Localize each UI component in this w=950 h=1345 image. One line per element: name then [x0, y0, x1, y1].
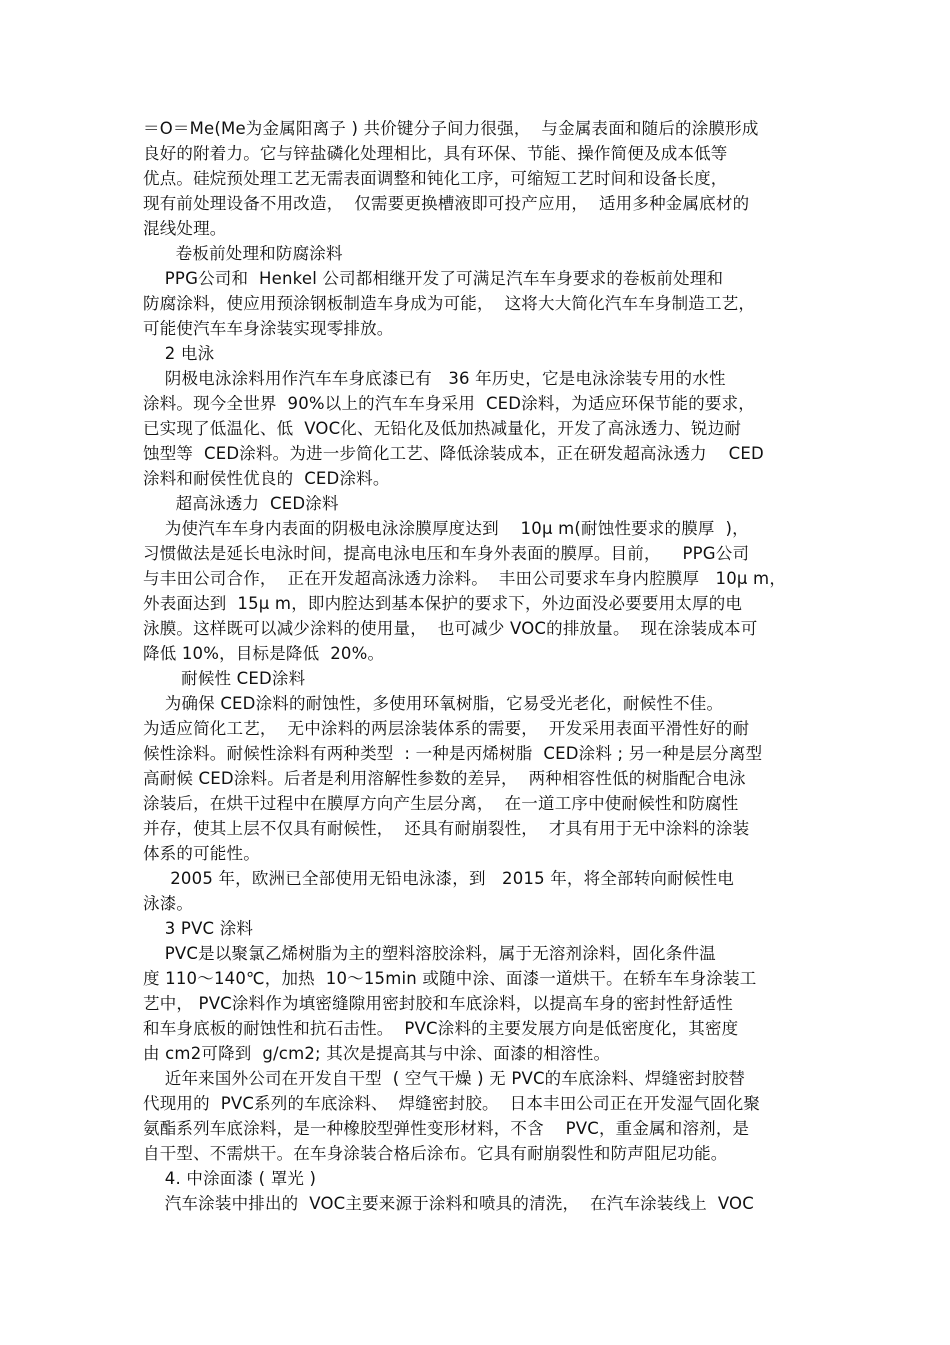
text-line: PVC是以聚氯乙烯树脂为主的塑料溶胶涂料，属于无溶剂涂料，固化条件温 [143, 944, 716, 963]
text-line: 和车身底板的耐蚀性和抗石击性。 PVC涂料的主要发展方向是低密度化，其密度 [143, 1019, 739, 1038]
text-line: 习惯做法是延长电泳时间，提高电泳电压和车身外表面的膜厚。目前， PPG公司 [143, 544, 750, 563]
text-line: 由 cm2可降到 g/cm2; 其次是提高其与中涂、面漆的相溶性。 [143, 1044, 611, 1063]
text-line: 为使汽车车身内表面的阴极电泳涂膜厚度达到 10μ m(耐蚀性要求的膜厚 )， [143, 519, 749, 538]
text-line: 并存，使其上层不仅具有耐候性， 还具有耐崩裂性， 才具有用于无中涂料的涂装 [143, 819, 750, 838]
text-line: PPG公司和 Henkel 公司都相继开发了可满足汽车车身要求的卷板前处理和 [143, 269, 724, 288]
text-line: 汽车涂装中排出的 VOC主要来源于涂料和喷具的清洗， 在汽车涂装线上 VOC [143, 1194, 754, 1213]
text-line: 现有前处理设备不用改造， 仅需要更换槽液即可投产应用， 适用多种金属底材的 [143, 194, 750, 213]
text-line: 优点。硅烷预处理工艺无需表面调整和钝化工序，可缩短工艺时间和设备长度， [143, 169, 728, 188]
section-heading: 4. 中涂面漆 ( 罩光 ) [143, 1169, 317, 1188]
text-line: 自干型、不需烘干。在车身涂装合格后涂布。它具有耐崩裂性和防声阻尼功能。 [143, 1144, 728, 1163]
text-line: 可能使汽车车身涂装实现零排放。 [143, 319, 394, 338]
text-line: 涂料。现今全世界 90%以上的汽车车身采用 CED涂料，为适应环保节能的要求， [143, 394, 756, 413]
section-heading: 超高泳透力 CED涂料 [143, 494, 339, 513]
text-line: 泳膜。这样既可以减少涂料的使用量， 也可减少 VOC的排放量。 现在涂装成本可 [143, 619, 758, 638]
text-line: 近年来国外公司在开发自干型 ( 空气干燥 ) 无 PVC的车底涂料、焊缝密封胶替 [143, 1069, 746, 1088]
text-line: 2005 年，欧洲已全部使用无铅电泳漆，到 2015 年，将全部转向耐候性电 [143, 869, 734, 888]
section-heading: 2 电泳 [143, 344, 215, 363]
text-line: 涂料和耐侯性优良的 CED涂料。 [143, 469, 390, 488]
text-line: 艺中， PVC涂料作为填密缝隙用密封胶和车底涂料，以提高车身的密封性舒适性 [143, 994, 733, 1013]
text-line: 防腐涂料，使应用预涂钢板制造车身成为可能， 这将大大简化汽车车身制造工艺， [143, 294, 756, 313]
text-line: 已实现了低温化、低 VOC化、无铅化及低加热减量化，开发了高泳透力、锐边耐 [143, 419, 742, 438]
section-heading: 耐候性 CED涂料 [143, 669, 306, 688]
text-line: 度 110～140℃，加热 10～15min 或随中涂、面漆一道烘干。在轿车车身涂装工 [143, 969, 757, 988]
text-line: 高耐候 CED涂料。后者是利用溶解性参数的差异， 两种相容性低的树脂配合电泳 [143, 769, 746, 788]
text-line: 良好的附着力。它与锌盐磷化处理相比，具有环保、节能、操作简便及成本低等 [143, 144, 728, 163]
section-heading: 卷板前处理和防腐涂料 [143, 244, 343, 263]
text-line: ＝O＝Me(Me为金属阳离子 ) 共价键分子间力很强， 与金属表面和随后的涂膜形成 [143, 119, 759, 138]
section-heading: 3 PVC 涂料 [143, 919, 254, 938]
text-line: 蚀型等 CED涂料。为进一步简化工艺、降低涂装成本，正在研发超高泳透力 CED [143, 444, 764, 463]
text-line: 代现用的 PVC系列的车底涂料、 焊缝密封胶。 日本丰田公司正在开发湿气固化聚 [143, 1094, 761, 1113]
text-line: 体系的可能性。 [143, 844, 260, 863]
text-line: 涂装后，在烘干过程中在膜厚方向产生层分离， 在一道工序中使耐候性和防腐性 [143, 794, 739, 813]
text-line: 与丰田公司合作， 正在开发超高泳透力涂料。 丰田公司要求车身内腔膜厚 10μ m， [143, 569, 787, 588]
text-line: 氨酯系列车底涂料，是一种橡胶型弹性变形材料，不含 PVC，重金属和溶剂，是 [143, 1119, 750, 1138]
text-line: 泳漆。 [143, 894, 194, 913]
text-line: 混线处理。 [143, 219, 227, 238]
text-line: 外表面达到 15μ m，即内腔达到基本保护的要求下，外边面没必要要用太厚的电 [143, 594, 743, 613]
text-line: 候性涂料。耐候性涂料有两种类型 : 一种是丙烯树脂 CED涂料 ; 另一种是层分离型 [143, 744, 763, 763]
text-line: 为适应简化工艺， 无中涂料的两层涂装体系的需要， 开发采用表面平滑性好的耐 [143, 719, 750, 738]
text-line: 阴极电泳涂料用作汽车车身底漆已有 36 年历史，它是电泳涂装专用的水性 [143, 369, 726, 388]
text-line: 为确保 CED涂料的耐蚀性，多使用环氧树脂，它易受光老化，耐候性不佳。 [143, 694, 724, 713]
text-line: 降低 10%，目标是降低 20%。 [143, 644, 385, 663]
